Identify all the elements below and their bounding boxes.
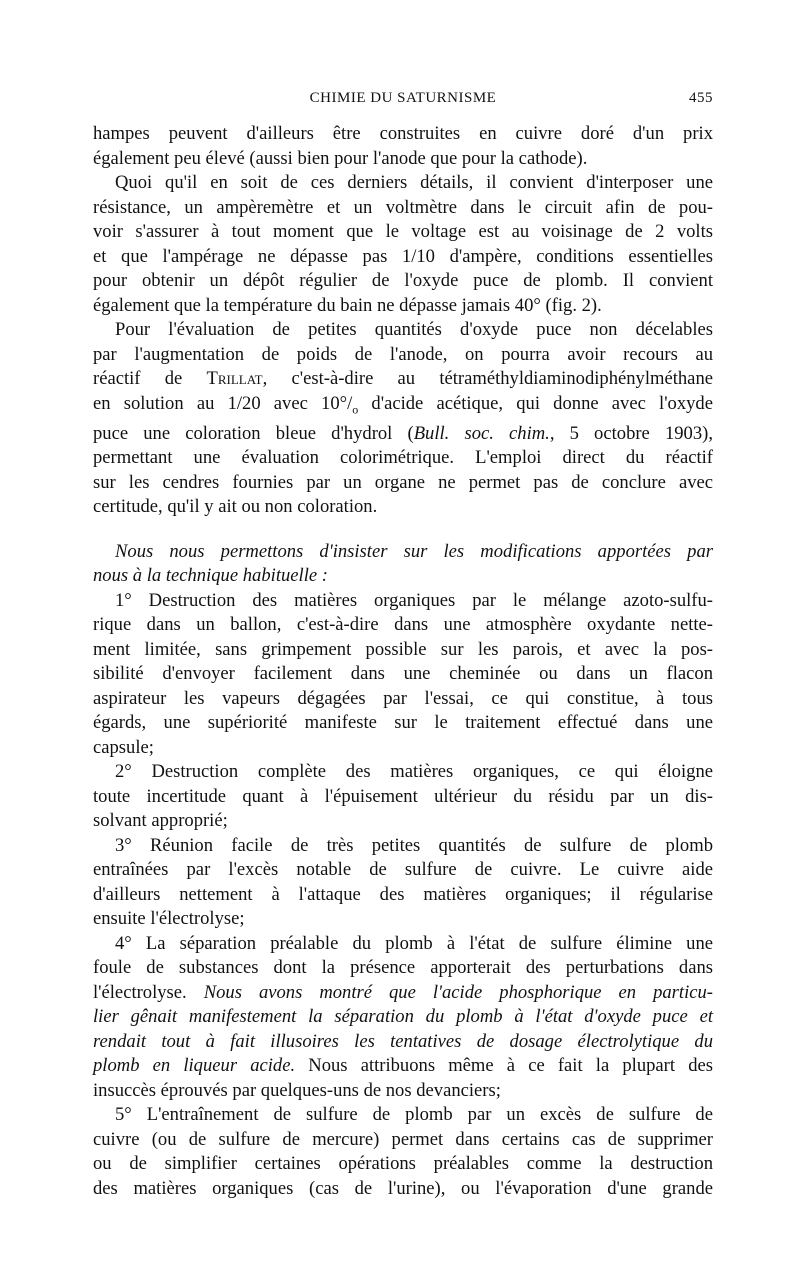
page-number: 455 xyxy=(689,90,713,106)
text-line xyxy=(93,422,713,447)
text-line: par l'augmentation de poids de l'anode, on pourra avoir recours au xyxy=(93,343,713,365)
text-line: voir s'assurer à tout moment que le voltage est au voisinage de 2 volts xyxy=(93,221,713,242)
text-line xyxy=(93,981,713,1006)
text-line: rendait tout à fait illusoires les tentatives de dosage électrolytique du xyxy=(93,1030,713,1052)
text-line: rique dans un ballon, c'est-à-dire dans une atmosphère oxydante nette- xyxy=(93,614,713,636)
paragraph-gap xyxy=(93,520,713,540)
text-line: des matières organiques (cas de l'urine), ou l'évaporation d'une grande xyxy=(93,1177,713,1199)
page-body xyxy=(93,122,713,1201)
text-segment: réactif de xyxy=(93,368,183,389)
text-line: certitude, qu'il y ait ou non coloration. xyxy=(93,496,378,518)
text-segment: en solution au 1/20 avec 10°/ xyxy=(93,392,353,414)
text-line: également que la température du bain ne dépasse jamais 40° (fig. 2). xyxy=(93,294,602,316)
text-line: lier gênait manifestement la séparation du plomb à l'état d'oxyde puce et xyxy=(93,1006,713,1028)
text-segment: d'acide acétique, qui donne avec l'oxyde xyxy=(358,392,713,414)
text-line: solvant approprié; xyxy=(93,810,228,832)
text-line: 5° L'entraînement de sulfure de plomb par un excès de sulfure de xyxy=(115,1104,713,1126)
text-line: sibilité d'envoyer facilement dans une cheminée ou dans un flacon xyxy=(93,663,713,685)
text-line: foule de substances dont la présence apporterait des perturbations dans xyxy=(93,957,713,979)
running-title: CHIMIE DU SATURNISME xyxy=(309,90,497,106)
italic-segment: plomb en liqueur acide. xyxy=(93,1055,296,1077)
text-line xyxy=(93,367,713,392)
italic-segment: Nous avons montré que l'acide phosphorique en particu- xyxy=(203,981,713,1003)
text-line: sur les cendres fournies par un organe ne permet pas de conclure avec xyxy=(93,471,713,493)
text-line: ment limitée, sans grimpement possible sur les parois, et avec la pos- xyxy=(93,638,713,660)
text-line: Nous nous permettons d'insister sur les modifications apportées par xyxy=(115,540,713,562)
text-line: aspirateur les vapeurs dégagées par l'essai, ce qui constitue, à tous xyxy=(93,687,713,709)
text-line: Quoi qu'il en soit de ces derniers détails, il convient d'interposer une xyxy=(115,172,713,193)
text-line: 2° Destruction complète des matières organiques, ce qui éloigne xyxy=(115,761,713,783)
text-line: 3° Réunion facile de très petites quantités de sulfure de plomb xyxy=(115,834,713,856)
text-line: Pour l'évaluation de petites quantités d'oxyde puce non décelables xyxy=(115,319,713,340)
text-line: capsule; xyxy=(93,736,154,758)
text-segment: , 5 octobre 1903), xyxy=(549,422,713,444)
text-line: également peu élevé (aussi bien pour l'anode que pour la cathode). xyxy=(93,147,588,169)
text-line: 1° Destruction des matières organiques par le mélange azoto-sulfu- xyxy=(115,589,713,611)
text-line xyxy=(93,1054,713,1079)
text-line: insuccès éprouvés par quelques-uns de nos devanciers; xyxy=(93,1079,501,1101)
percent-subscript: o xyxy=(352,402,359,417)
text-line: permettant une évaluation colorimétrique. L'emploi direct du réactif xyxy=(93,447,713,469)
text-line: égards, une supériorité manifeste sur le traitement effectué dans une xyxy=(93,712,713,734)
journal-citation: Bull. soc. chim. xyxy=(413,422,550,444)
text-line: toute incertitude quant à l'épuisement ultérieur du résidu par un dis- xyxy=(93,785,713,807)
author-name: Trillat xyxy=(206,368,263,389)
text-line: 4° La séparation préalable du plomb à l'état de sulfure élimine une xyxy=(115,932,713,954)
text-line xyxy=(93,392,713,422)
text-segment: puce une coloration bleue d'hydrol ( xyxy=(93,422,414,444)
text-line: nous à la technique habituelle : xyxy=(93,565,328,587)
text-line: entraînées par l'excès notable de sulfure de cuivre. Le cuivre aide xyxy=(93,859,713,881)
text-line: ensuite l'électrolyse; xyxy=(93,908,245,930)
text-line: hampes peuvent d'ailleurs être construites en cuivre doré d'un prix xyxy=(93,123,713,144)
text-segment: Nous attribuons même à ce fait la plupart des xyxy=(295,1055,713,1077)
text-line: d'ailleurs nettement à l'attaque des matières organiques; il régularise xyxy=(93,883,713,905)
text-line: pour obtenir un dépôt régulier de l'oxyde puce de plomb. Il convient xyxy=(93,270,713,291)
text-line: résistance, un ampèremètre et un voltmètre dans le circuit afin de pou- xyxy=(93,196,713,218)
running-header xyxy=(93,90,713,110)
text-line: ou de simplifier certaines opérations préalables comme la destruction xyxy=(93,1153,713,1175)
text-line: et que l'ampérage ne dépasse pas 1/10 d'ampère, conditions essentielles xyxy=(93,245,713,267)
text-segment: l'électrolyse. xyxy=(93,981,187,1003)
text-segment: , c'est-à-dire au tétraméthyldiaminodiphénylméthane xyxy=(262,368,713,389)
text-line: cuivre (ou de sulfure de mercure) permet dans certains cas de supprimer xyxy=(93,1128,713,1150)
